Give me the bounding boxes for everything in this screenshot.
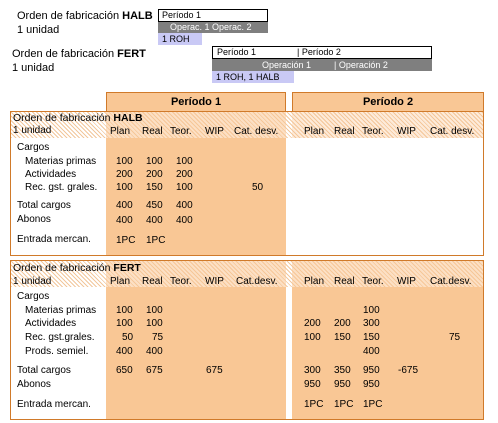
fert-unit: 1 unidad <box>12 62 55 74</box>
halb-period-label: Período 1 <box>162 10 202 20</box>
fert-total-label: Total cargos <box>17 365 71 376</box>
fert-row-value: 200 <box>304 318 321 329</box>
fert-row-value: 100 <box>116 318 133 329</box>
fert-roh-label: 1 ROH, 1 HALB <box>216 72 280 82</box>
fert-total-value: 675 <box>206 365 223 376</box>
fert-abonos-value: 950 <box>363 379 380 390</box>
halb-abonos-label: Abonos <box>17 214 51 225</box>
halb-section-title-text: Orden de fabricación <box>13 112 114 124</box>
fert-row-label: Materias primas <box>25 305 97 316</box>
halb-p2-col-catdesv: Cat. desv. <box>430 126 475 137</box>
fert-row-value: 100 <box>304 332 321 343</box>
halb-entrada-label: Entrada mercan. <box>17 234 91 245</box>
halb-total-value: 450 <box>146 200 163 211</box>
halb-row-value: 200 <box>176 169 193 180</box>
fert-total-value: 350 <box>334 365 351 376</box>
fert-total-value: 650 <box>116 365 133 376</box>
fert-row-value: 300 <box>363 318 380 329</box>
halb-abonos-value: 400 <box>116 215 133 226</box>
fert-row-label: Rec. gst.grales. <box>25 332 95 343</box>
fert-total-value: 300 <box>304 365 321 376</box>
halb-row-value: 200 <box>146 169 163 180</box>
fert-total-value: -675 <box>398 365 419 376</box>
fert-entrada-value: 1PC <box>363 399 383 410</box>
fert-section-unit: 1 unidad <box>13 276 52 287</box>
fert-col-real: Real <box>142 276 163 287</box>
halb-p2-col-teor: Teor. <box>362 126 384 137</box>
fert-entrada-value: 1PC <box>334 399 354 410</box>
fert-row-label: Prods. semiel. <box>25 346 89 357</box>
fert-cargos-label: Cargos <box>17 291 50 302</box>
fert-row-value: 100 <box>116 305 133 316</box>
fert-p2-col-wip: WIP <box>397 276 416 287</box>
fert-entrada-value: 1PC <box>304 399 324 410</box>
fert-period1-fill <box>106 287 286 419</box>
halb-total-value: 400 <box>116 200 133 211</box>
fert-p2-col-teor: Teor. <box>362 276 384 287</box>
fert-row-value: 75 <box>152 332 164 343</box>
fert-row-value: 75 <box>449 332 461 343</box>
halb-row-value: 100 <box>116 156 133 167</box>
fert-col-teor: Teor. <box>170 276 192 287</box>
halb-operations-label: Operac. 1 Operac. 2 <box>170 22 252 32</box>
fert-row-value: 150 <box>363 332 380 343</box>
fert-period-box <box>212 46 432 59</box>
fert-roh-bar <box>212 71 294 83</box>
halb-abonos-value: 400 <box>176 215 193 226</box>
fert-col-wip: WIP <box>205 276 224 287</box>
fert-operations-bar <box>212 59 432 71</box>
halb-section-title <box>13 112 143 124</box>
halb-entrada-value: 1PC <box>146 235 166 246</box>
halb-col-plan: Plan <box>110 126 131 137</box>
halb-abonos-value: 400 <box>146 215 163 226</box>
halb-col-catdesv: Cat. desv. <box>234 126 279 137</box>
fert-order-label <box>12 48 146 60</box>
fert-row-value: 150 <box>334 332 351 343</box>
halb-operations-bar <box>158 22 268 33</box>
halb-section-unit: 1 unidad <box>13 125 52 136</box>
fert-row-value: 400 <box>363 346 380 357</box>
period2-header: Período 2 <box>292 92 484 112</box>
fert-period1-label: Período 1 <box>217 47 257 57</box>
fert-section-title-bold: FERT <box>113 262 141 274</box>
fert-row-value: 400 <box>116 346 133 357</box>
halb-section-title-bold: HALB <box>113 112 143 124</box>
halb-row-value: 100 <box>176 156 193 167</box>
fert-section-title-text: Orden de fabricación <box>13 262 114 274</box>
halb-roh-label: 1 ROH <box>162 34 190 44</box>
halb-col-teor: Teor. <box>170 126 192 137</box>
fert-op2-label: | Operación 2 <box>334 60 388 70</box>
halb-row-value: 100 <box>176 182 193 193</box>
halb-row-label: Materias primas <box>25 156 97 167</box>
halb-row-label: Actividades <box>25 169 77 180</box>
fert-order-label-text: Orden de fabricación <box>12 48 118 60</box>
halb-order-label-bold: HALB <box>122 10 153 22</box>
fert-entrada-label: Entrada mercan. <box>17 399 91 410</box>
halb-p2-col-real: Real <box>334 126 355 137</box>
halb-row-value: 50 <box>252 182 264 193</box>
fert-row-value: 100 <box>363 305 380 316</box>
halb-row-value: 150 <box>146 182 163 193</box>
halb-row-value: 200 <box>116 169 133 180</box>
fert-total-value: 675 <box>146 365 163 376</box>
fert-total-value: 950 <box>363 365 380 376</box>
fert-order-label-bold: FERT <box>117 48 146 60</box>
fert-row-value: 100 <box>146 305 163 316</box>
halb-unit: 1 unidad <box>17 24 60 36</box>
halb-roh-bar <box>158 33 202 45</box>
halb-total-value: 400 <box>176 200 193 211</box>
fert-p2-col-catdesv: Cat.desv. <box>430 276 472 287</box>
halb-col-wip: WIP <box>205 126 224 137</box>
halb-p2-col-wip: WIP <box>397 126 416 137</box>
fert-row-value: 50 <box>122 332 134 343</box>
fert-col-plan: Plan <box>110 276 131 287</box>
halb-row-value: 100 <box>116 182 133 193</box>
fert-abonos-label: Abonos <box>17 379 51 390</box>
fert-section-title <box>13 262 141 274</box>
fert-p2-col-plan: Plan <box>304 276 325 287</box>
fert-op1-label: Operación 1 <box>262 60 312 70</box>
fert-abonos-value: 950 <box>334 379 351 390</box>
fert-p2-col-real: Real <box>334 276 355 287</box>
halb-p2-col-plan: Plan <box>304 126 325 137</box>
fert-row-value: 200 <box>334 318 351 329</box>
fert-row-value: 400 <box>146 346 163 357</box>
halb-cargos-label: Cargos <box>17 142 50 153</box>
halb-period-box <box>158 9 268 22</box>
fert-col-catdesv: Cat.desv. <box>236 276 278 287</box>
halb-col-real: Real <box>142 126 163 137</box>
fert-period2-label: | Período 2 <box>297 47 341 57</box>
fert-row-label: Actividades <box>25 318 77 329</box>
halb-order-label-text: Orden de fabricación <box>17 10 123 22</box>
halb-entrada-value: 1PC <box>116 235 136 246</box>
halb-row-label: Rec. gst. grales. <box>25 182 98 193</box>
period1-header: Período 1 <box>106 92 286 112</box>
halb-total-label: Total cargos <box>17 200 71 211</box>
fert-row-value: 100 <box>146 318 163 329</box>
fert-abonos-value: 950 <box>304 379 321 390</box>
halb-row-value: 100 <box>146 156 163 167</box>
halb-order-label <box>17 10 153 22</box>
